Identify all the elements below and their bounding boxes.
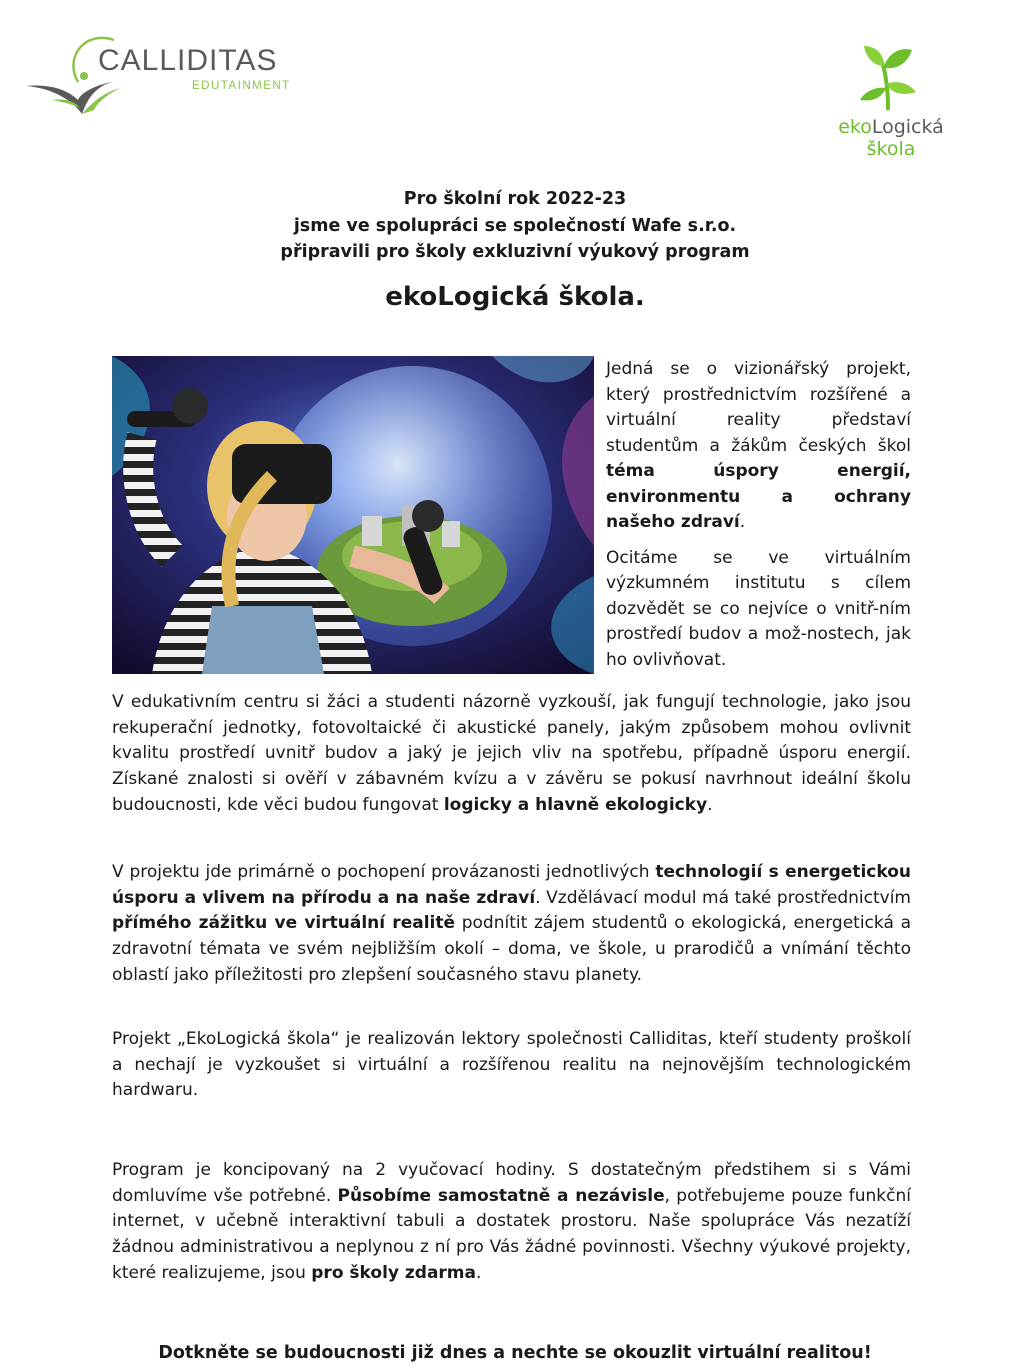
body-paragraph: [112, 1027, 911, 1104]
leaf-sprout-icon: [826, 38, 956, 118]
calliditas-wordmark: CALLIDITAS: [98, 44, 278, 77]
brand-word-skola: škola: [866, 138, 916, 160]
brand-word-logicka: Logická: [871, 116, 944, 138]
text-run: V edukativním centru si žáci a studenti názorně vyzkouší, jak fungují technologie, jako jsou rekuperační jednotky, fotovoltaické či akustické panely, jakým způsobem mohou ovlivnit kvalitu prostředí uvnitř budov a jaký je jejich vliv na spotřebu, případně úsporu energií. Získané znalosti si ověří v zábavném kvízu a v závěru se pokusí navrhnout ideální školu budoucnosti, kde věci budou fungovat: [112, 692, 911, 815]
bold-run: téma úspory energií, environmentu a ochrany našeho zdraví: [606, 461, 911, 532]
intro-line: připravili pro školy exkluzivní výukový program: [280, 242, 750, 262]
vr-photo: [112, 356, 594, 674]
text-run: .: [476, 1262, 482, 1283]
side-paragraph: [606, 357, 911, 536]
text-run: podnítit zájem studentů o ekologická, energetická a zdravotní témata ve svém nejbližším okolí – doma, ve škole, u prarodičů a vnímání těchto oblastí jako příležitosti pro zlepšení současného stavu planety.: [112, 913, 911, 985]
text-run: .: [739, 512, 746, 532]
body-paragraph: [112, 690, 911, 819]
page-title: ekoLogická škola.: [385, 282, 645, 312]
intro-line: Pro školní rok 2022-23: [403, 189, 627, 209]
text-run: Projekt „EkoLogická škola“ je realizován lektory společnosti Calliditas, kteří studenty proškolí a nechají je vyzkoušet si virtuální a rozšířenou realitu na nejnovějším technologickém hardwaru.: [112, 1029, 911, 1101]
closing-line: Dotkněte se budoucnosti již dnes a nechte se okouzlit virtuální realitou!: [158, 1343, 872, 1363]
side-paragraph: Ocitáme se ve virtuálním výzkumném institutu s cílem dozvědět se co nejvíce o vnitř-ním prostředí budov a mož-nostech, jak ho ovlivňovat.: [606, 547, 911, 670]
bold-run: pro školy zdarma: [311, 1262, 476, 1283]
bold-run: logicky a hlavně ekologicky: [443, 794, 708, 815]
side-text: [606, 357, 911, 683]
text-run: V projektu jde primárně o pochopení provázanosti jednotlivých: [112, 862, 656, 882]
text-run: Program je koncipovaný na 2 vyučovací hodiny. S dostatečným předstihem si s Vámi domluvíme vše potřebné.: [112, 1160, 911, 1206]
text-run: , potřebujeme pouze funkční internet, v učebně interaktivní tabuli a dostatek prostoru. Naše spolupráce Vás nezatíží žádnou administrativou a neplynou z ní pro Vás žádné povinnosti. Všechny výukové projekty, které realizujeme, jsou: [112, 1185, 911, 1283]
body-paragraph: [112, 1158, 911, 1287]
intro-heading: [150, 186, 880, 266]
bold-run: Působíme samostatně a nezávisle: [337, 1185, 665, 1206]
text-run: .: [707, 794, 713, 815]
ekologicka-skola-wordmark: [828, 116, 954, 160]
calliditas-logo: [22, 30, 312, 125]
vr-girl-image: [112, 356, 594, 674]
brand-word-eko: eko: [838, 116, 872, 138]
body-paragraph: [112, 860, 911, 989]
intro-line: jsme ve spolupráci se společností Wafe s.r.o.: [293, 215, 737, 236]
text-run: . Vzdělávací modul má také prostřednictvím: [535, 887, 911, 908]
calliditas-tagline: EDUTAINMENT: [192, 80, 291, 92]
bold-run: přímého zážitku ve virtuální realitě: [112, 913, 456, 934]
bold-run: technologií s energetickou úsporu a vlivem na přírodu a na naše zdraví: [112, 862, 911, 908]
text-run: Jedná se o vizionářský projekt, který prostřednictvím rozšířené a virtuální reality představí studentům a žákům českých škol: [606, 359, 911, 456]
